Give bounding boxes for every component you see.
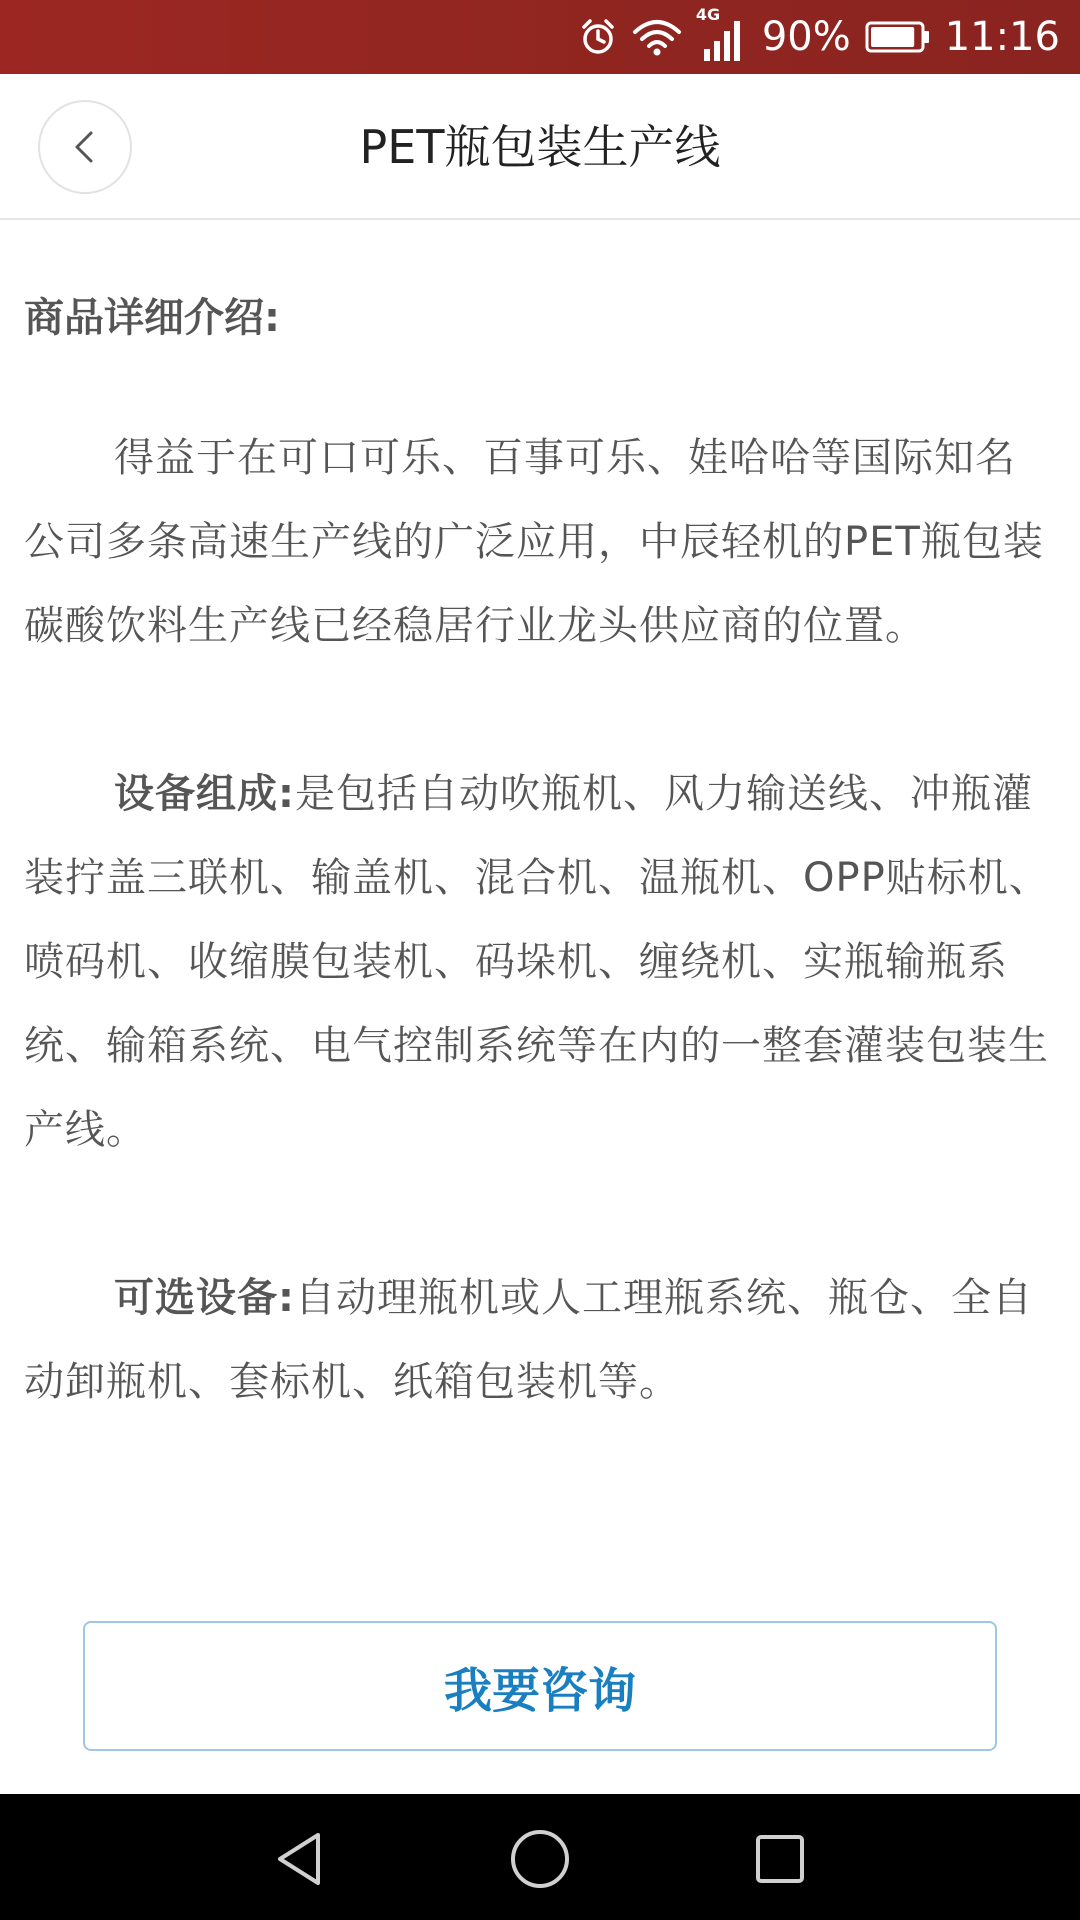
home-circle-icon	[508, 1827, 572, 1891]
alarm-icon	[578, 17, 618, 57]
nav-back-button[interactable]	[255, 1814, 345, 1904]
signal-icon	[696, 7, 748, 67]
product-description	[24, 276, 1054, 1508]
equipment-text: 是包括自动吹瓶机、风力输送线、冲瓶灌装拧盖三联机、输盖机、混合机、温瓶机、OPP贴标机、喷码机、收缩膜包装机、码垛机、缠绕机、实瓶输瓶系统、输箱系统、电气控制系统等在内的一整套灌装包装生产线。	[24, 771, 1050, 1153]
back-triangle-icon	[270, 1829, 330, 1889]
nav-home-button[interactable]	[495, 1814, 585, 1904]
system-nav-bar	[0, 1794, 1080, 1920]
page-title: PET瓶包装生产线	[359, 120, 721, 174]
chevron-left-icon	[65, 127, 105, 167]
consult-button[interactable]	[83, 1621, 997, 1751]
recents-square-icon	[750, 1829, 810, 1889]
clock: 11:16	[944, 14, 1060, 60]
equipment-paragraph	[24, 752, 1054, 1172]
network-label: 4G	[695, 5, 721, 24]
battery-icon	[865, 20, 931, 54]
intro-text: 得益于在可口可乐、百事可乐、娃哈哈等国际知名公司多条高速生产线的广泛应用，中辰轻机的PET瓶包装碳酸饮料生产线已经稳居行业龙头供应商的位置。	[24, 435, 1044, 649]
header	[0, 74, 1080, 220]
wifi-icon	[632, 17, 682, 57]
section-heading: 商品详细介绍:	[24, 295, 280, 341]
consult-label: 我要咨询	[443, 1662, 636, 1719]
battery-percent: 90%	[761, 14, 851, 60]
equipment-lead: 设备组成:	[114, 771, 295, 817]
status-bar	[0, 0, 1080, 74]
intro-paragraph	[24, 416, 1054, 668]
status-icons	[578, 0, 1060, 74]
optional-paragraph	[24, 1256, 1054, 1424]
nav-recents-button[interactable]	[735, 1814, 825, 1904]
optional-lead: 可选设备:	[114, 1275, 295, 1321]
optional-text: 自动理瓶机或人工理瓶系统、瓶仓、全自动卸瓶机、套标机、纸箱包装机等。	[24, 1275, 1033, 1405]
back-button[interactable]	[38, 100, 132, 194]
